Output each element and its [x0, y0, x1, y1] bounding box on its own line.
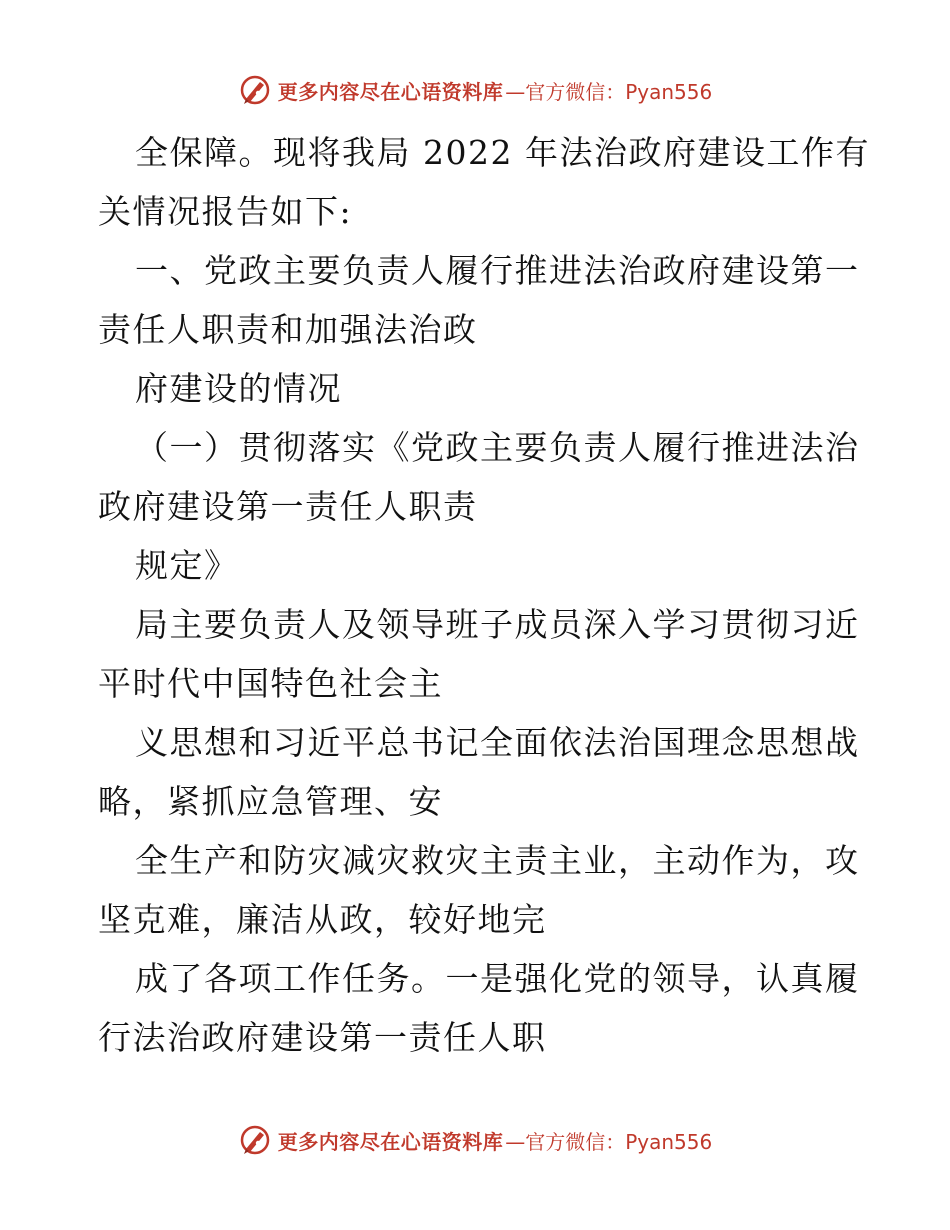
text-line: 局主要负责人及领导班子成员深入学习贯彻习近: [135, 605, 860, 644]
document-body: [98, 123, 870, 1067]
section-heading: 府建设的情况: [135, 369, 342, 408]
header-watermark: [0, 70, 950, 110]
footer-watermark: [0, 1120, 950, 1160]
watermark-main-text: 更多内容尽在心语资料库: [277, 79, 504, 104]
subsection-heading: 规定》: [135, 546, 239, 585]
text-line: 略，紧抓应急管理、安: [98, 782, 443, 821]
text-line: 全生产和防灾减灾救灾主责主业，主动作为，攻: [135, 841, 860, 880]
text-line: 平时代中国特色社会主: [98, 664, 443, 703]
text-line: 关情况报告如下:: [98, 192, 353, 231]
subsection-heading: （一）贯彻落实《党政主要负责人履行推进法治: [135, 428, 860, 467]
section-heading: 一、党政主要负责人履行推进法治政府建设第一: [135, 251, 860, 290]
text-line: 全保障。现将我局 2022 年法治政府建设工作有: [135, 133, 870, 172]
subsection-heading: 政府建设第一责任人职责: [98, 487, 478, 526]
watermark-main-text: 更多内容尽在心语资料库: [277, 1129, 504, 1154]
text-line: 义思想和习近平总书记全面依法治国理念思想战: [135, 723, 860, 762]
text-line: 坚克难，廉洁从政，较好地完: [98, 900, 547, 939]
section-heading: 责任人职责和加强法治政: [98, 310, 478, 349]
text-line: 行法治政府建设第一责任人职: [98, 1018, 547, 1057]
watermark-sub-text: —官方微信：Pyan556: [505, 1129, 713, 1154]
watermark-sub-text: —官方微信：Pyan556: [505, 79, 713, 104]
pen-logo-icon: [238, 1123, 272, 1157]
text-line: 成了各项工作任务。一是强化党的领导，认真履: [135, 959, 860, 998]
pen-logo-icon: [238, 73, 272, 107]
